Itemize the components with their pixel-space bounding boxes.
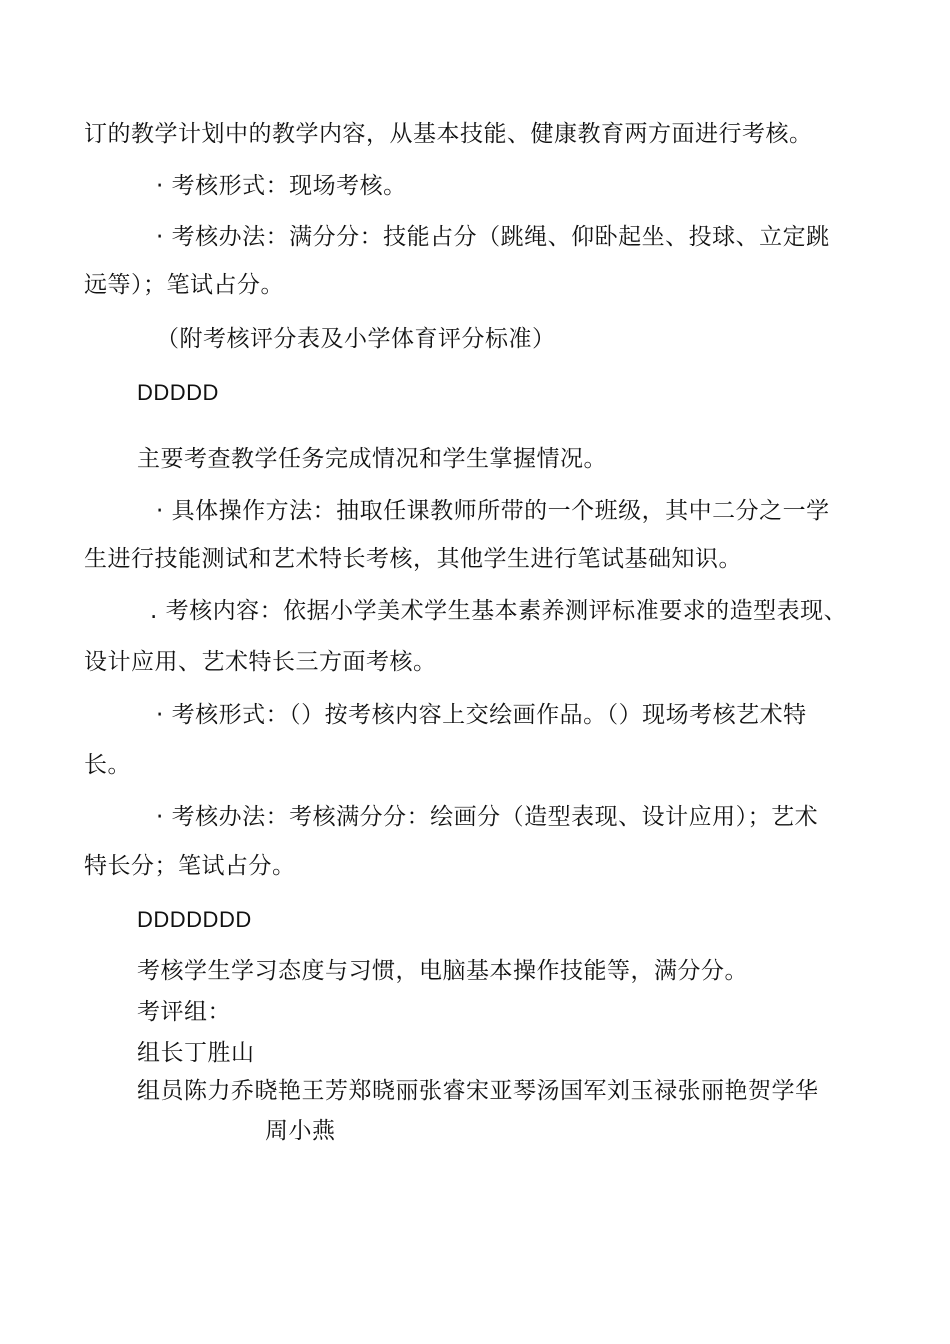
text-line: 远等）；笔试占分。 (84, 272, 284, 298)
text-line: 设计应用、艺术特长三方面考核。 (84, 649, 437, 675)
bullet-line: · 考核办法：满分分：技能占分（跳绳、仰卧起坐、投球、立定跳 (156, 224, 830, 250)
text-line: 长。 (84, 752, 131, 778)
text-line: 特长分；笔试占分。 (84, 853, 296, 879)
text-line: 组员陈力乔晓艳王芳郑晓丽张睿宋亚琴汤国军刘玉禄张丽艳贺学华 (137, 1078, 819, 1104)
text-line: 生进行技能测试和艺术特长考核，其他学生进行笔试基础知识。 (84, 546, 742, 572)
text-line: 周小燕 (265, 1118, 336, 1144)
section-heading: DDDDDDD (137, 907, 252, 932)
bullet-line: · 具体操作方法：抽取任课教师所带的一个班级，其中二分之一学 (156, 498, 830, 524)
text-line: 组长丁胜山 (137, 1040, 255, 1066)
text-line: 订的教学计划中的教学内容，从基本技能、健康教育两方面进行考核。 (84, 121, 813, 147)
bullet-line: · 考核办法：考核满分分：绘画分（造型表现、设计应用）；艺术 (156, 804, 819, 830)
text-line: 考核学生学习态度与习惯，电脑基本操作技能等，满分分。 (137, 958, 748, 984)
bullet-line: . 考核内容：依据小学美术学生基本素养测评标准要求的造型表现、 (150, 598, 848, 624)
text-line: 主要考查教学任务完成情况和学生掌握情况。 (137, 446, 607, 472)
note-line: （附考核评分表及小学体育评分标准） (156, 326, 556, 352)
section-heading: DDDDD (137, 380, 219, 405)
bullet-line: · 考核形式：现场考核。 (156, 173, 407, 199)
text-line: 考评组： (137, 999, 231, 1025)
bullet-line: · 考核形式：（）按考核内容上交绘画作品。（）现场考核艺术特 (156, 702, 807, 728)
